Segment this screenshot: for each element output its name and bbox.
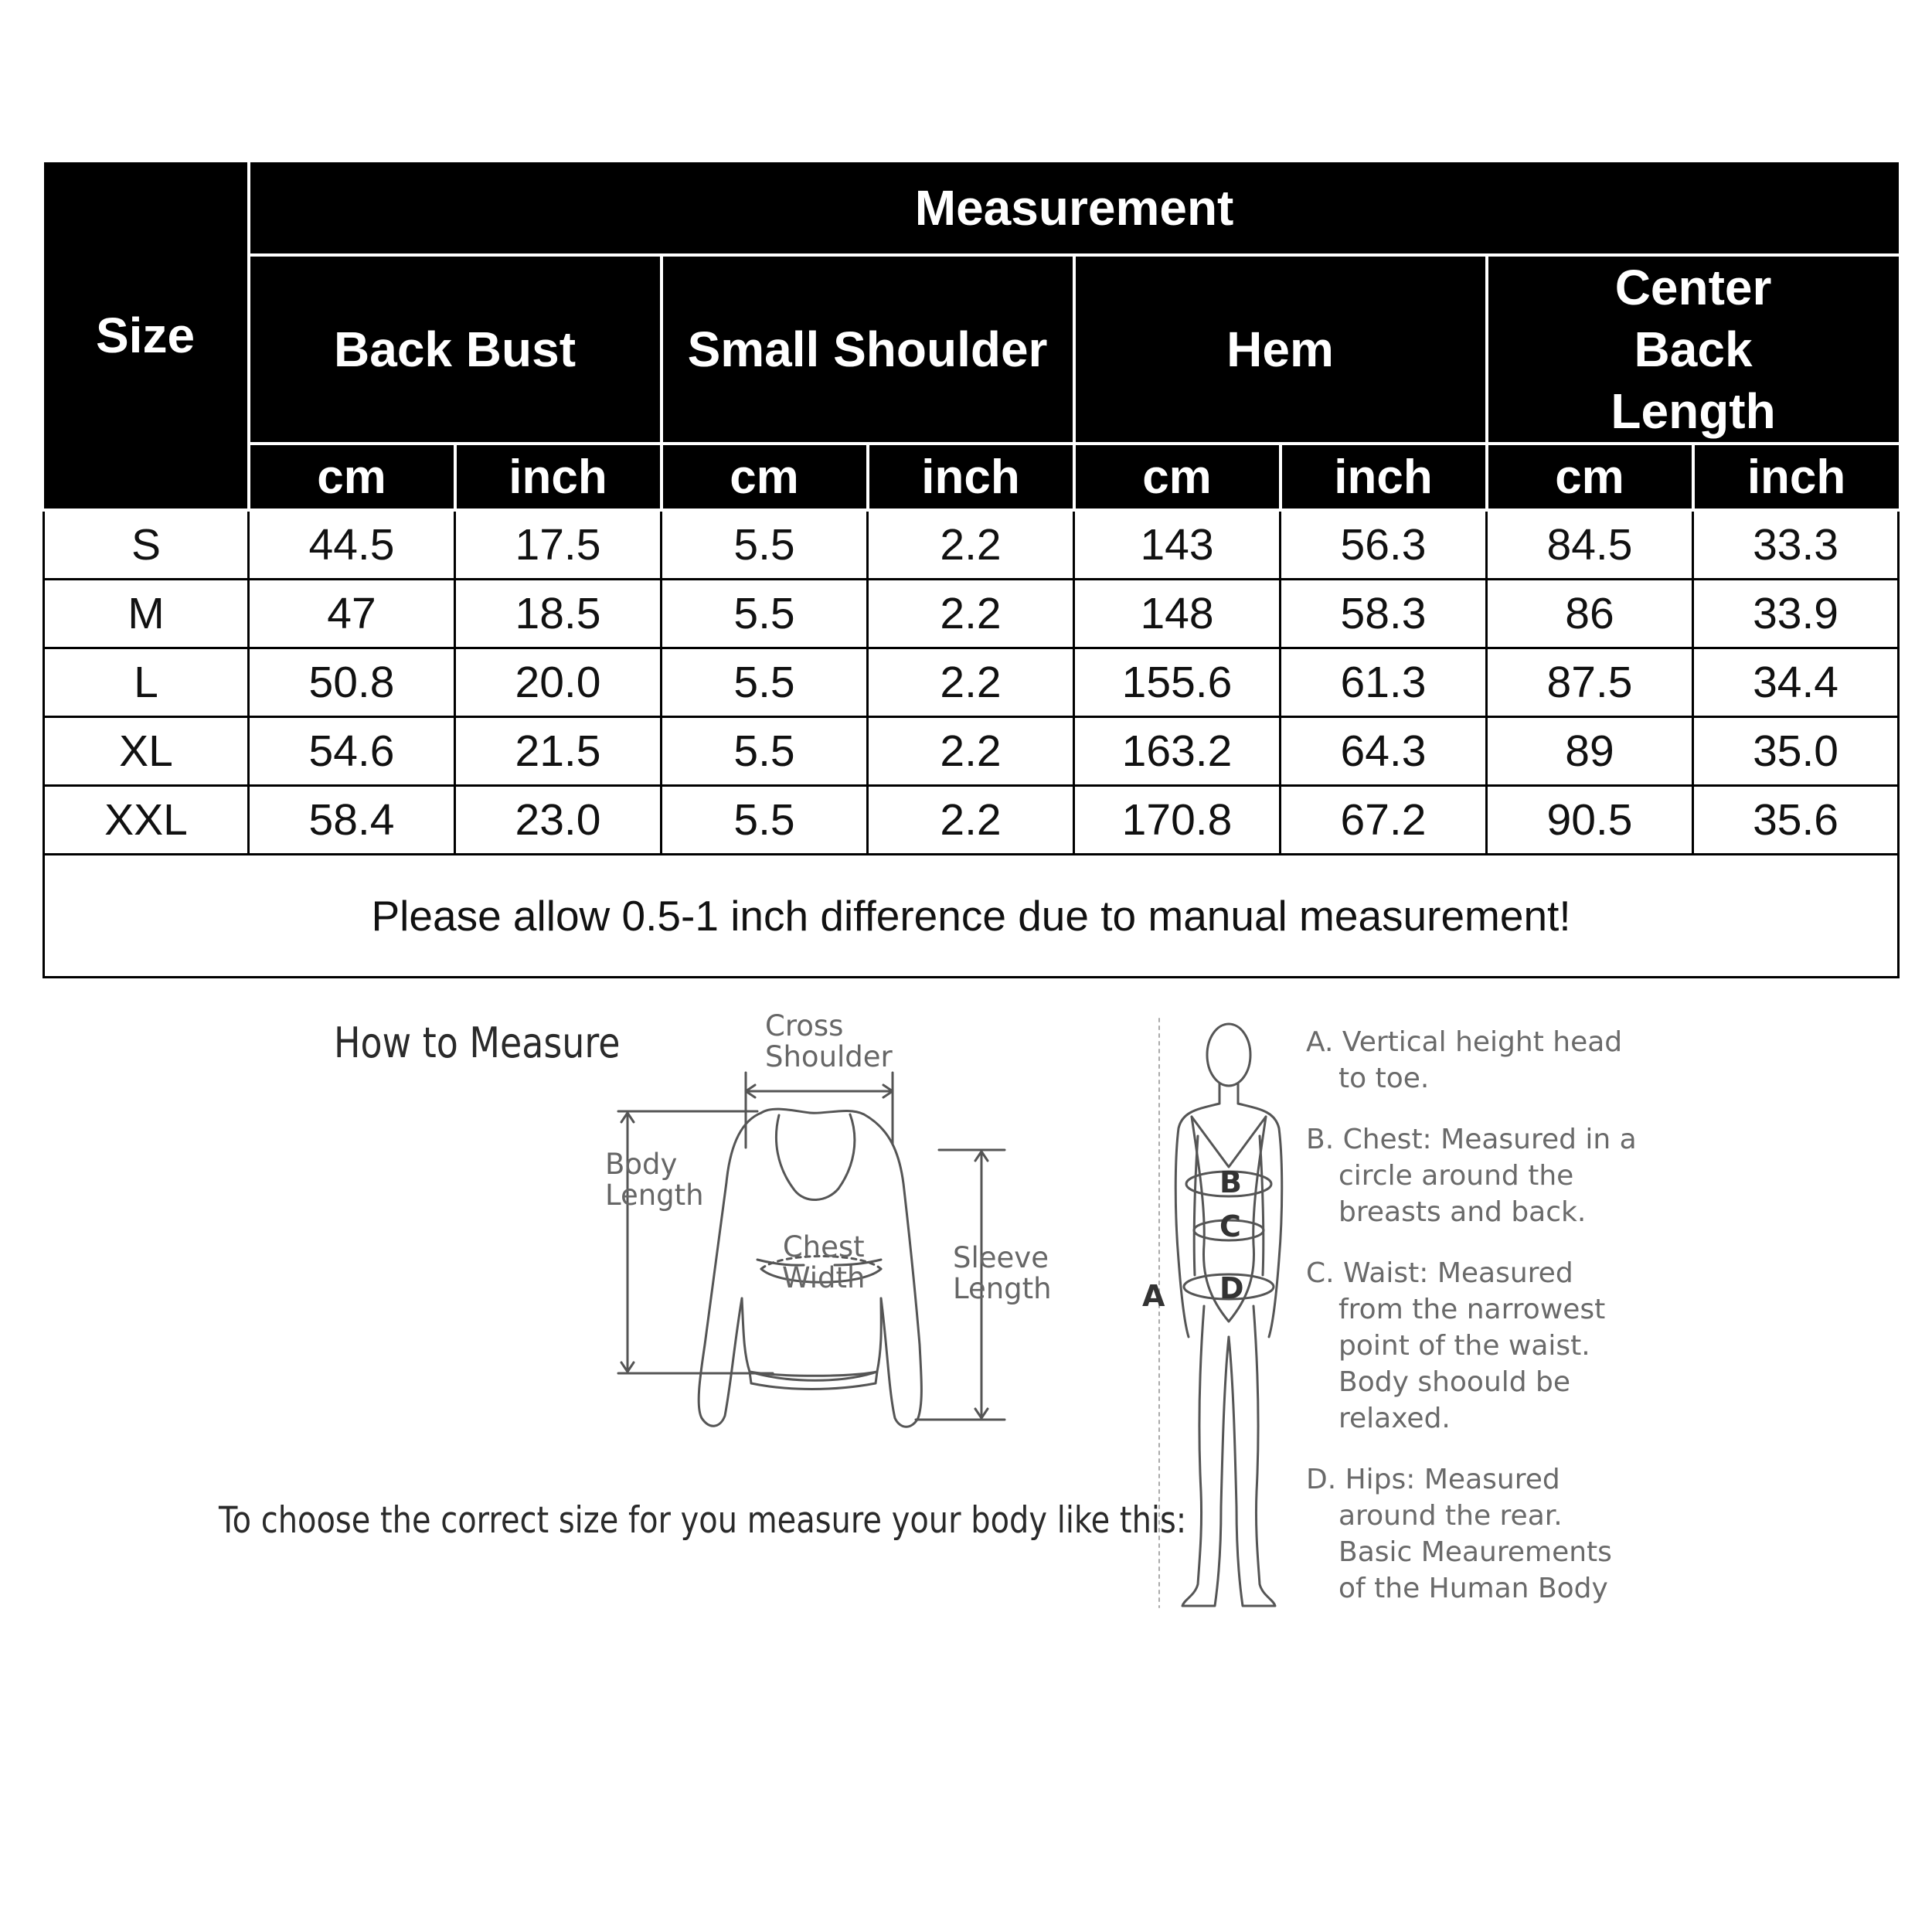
value-cell: 58.4	[249, 786, 455, 855]
human-body-diagram	[1144, 1012, 1329, 1615]
size-cell: XXL	[44, 786, 249, 855]
value-cell: 155.6	[1074, 648, 1281, 717]
value-cell: 61.3	[1281, 648, 1487, 717]
legend-item-c: C. Waist: Measured from the narrowest point of the waist. Body shoould be relaxed.	[1306, 1257, 1606, 1434]
unit-header: inch	[1693, 444, 1899, 510]
note-row	[44, 855, 1899, 978]
value-cell: 84.5	[1487, 510, 1693, 580]
value-cell: 163.2	[1074, 717, 1281, 786]
value-cell: 17.5	[455, 510, 662, 580]
value-cell: 33.3	[1693, 510, 1899, 580]
unit-header: cm	[1487, 444, 1693, 510]
measurement-legend	[1306, 1024, 1662, 1631]
group-header-back-bust: Back Bust	[249, 255, 662, 444]
value-cell: 18.5	[455, 580, 662, 648]
measurement-header: Measurement	[249, 162, 1899, 255]
table-row	[44, 717, 1899, 786]
value-cell: 20.0	[455, 648, 662, 717]
value-cell: 2.2	[868, 648, 1074, 717]
chest-width-label: Chest Width	[782, 1230, 866, 1294]
size-cell: L	[44, 648, 249, 717]
marker-b: B	[1219, 1165, 1242, 1199]
value-cell: 54.6	[249, 717, 455, 786]
value-cell: 5.5	[662, 580, 868, 648]
unit-header: cm	[662, 444, 868, 510]
sleeve-length-label: Sleeve Length	[953, 1241, 1052, 1305]
value-cell: 86	[1487, 580, 1693, 648]
value-cell: 47	[249, 580, 455, 648]
size-chart-table	[43, 162, 1900, 978]
legend-item-b: B. Chest: Measured in a circle around the breasts and back.	[1306, 1124, 1637, 1228]
unit-header: inch	[1281, 444, 1487, 510]
choose-size-instruction: To choose the correct size for you measure your body like this:	[219, 1499, 1187, 1542]
legend-item-d: D. Hips: Measured around the rear. Basic Meaurements of the Human Body	[1306, 1464, 1612, 1604]
value-cell: 5.5	[662, 648, 868, 717]
unit-header: inch	[868, 444, 1074, 510]
marker-a: A	[1142, 1279, 1165, 1313]
value-cell: 56.3	[1281, 510, 1487, 580]
value-cell: 87.5	[1487, 648, 1693, 717]
value-cell: 64.3	[1281, 717, 1487, 786]
value-cell: 58.3	[1281, 580, 1487, 648]
body-length-label: Body Length	[605, 1148, 704, 1212]
value-cell: 67.2	[1281, 786, 1487, 855]
marker-d: D	[1219, 1271, 1244, 1305]
value-cell: 89	[1487, 717, 1693, 786]
value-cell: 23.0	[455, 786, 662, 855]
size-cell: S	[44, 510, 249, 580]
group-header-center-back-length: Center Back Length	[1487, 255, 1899, 444]
value-cell: 2.2	[868, 717, 1074, 786]
table-row	[44, 648, 1899, 717]
cross-shoulder-label: Cross Shoulder	[765, 1009, 893, 1073]
value-cell: 44.5	[249, 510, 455, 580]
table-row	[44, 580, 1899, 648]
value-cell: 148	[1074, 580, 1281, 648]
value-cell: 5.5	[662, 717, 868, 786]
value-cell: 2.2	[868, 580, 1074, 648]
size-cell: M	[44, 580, 249, 648]
value-cell: 35.6	[1693, 786, 1899, 855]
legend-item-a: A. Vertical height head to toe.	[1306, 1026, 1623, 1094]
unit-header: cm	[249, 444, 455, 510]
value-cell: 34.4	[1693, 648, 1899, 717]
value-cell: 33.9	[1693, 580, 1899, 648]
value-cell: 170.8	[1074, 786, 1281, 855]
value-cell: 143	[1074, 510, 1281, 580]
value-cell: 5.5	[662, 786, 868, 855]
value-cell: 2.2	[868, 786, 1074, 855]
value-cell: 35.0	[1693, 717, 1899, 786]
group-header-hem: Hem	[1074, 255, 1487, 444]
size-cell: XL	[44, 717, 249, 786]
unit-header: cm	[1074, 444, 1281, 510]
unit-header: inch	[455, 444, 662, 510]
value-cell: 50.8	[249, 648, 455, 717]
measurement-note: Please allow 0.5-1 inch difference due to manual measurement!	[44, 855, 1899, 978]
marker-c: C	[1219, 1209, 1241, 1243]
group-header-small-shoulder: Small Shoulder	[662, 255, 1074, 444]
value-cell: 90.5	[1487, 786, 1693, 855]
value-cell: 5.5	[662, 510, 868, 580]
table-row	[44, 786, 1899, 855]
value-cell: 21.5	[455, 717, 662, 786]
table-row	[44, 510, 1899, 580]
size-column-header: Size	[44, 162, 249, 510]
value-cell: 2.2	[868, 510, 1074, 580]
how-to-measure-title: How to Measure	[334, 1019, 621, 1067]
